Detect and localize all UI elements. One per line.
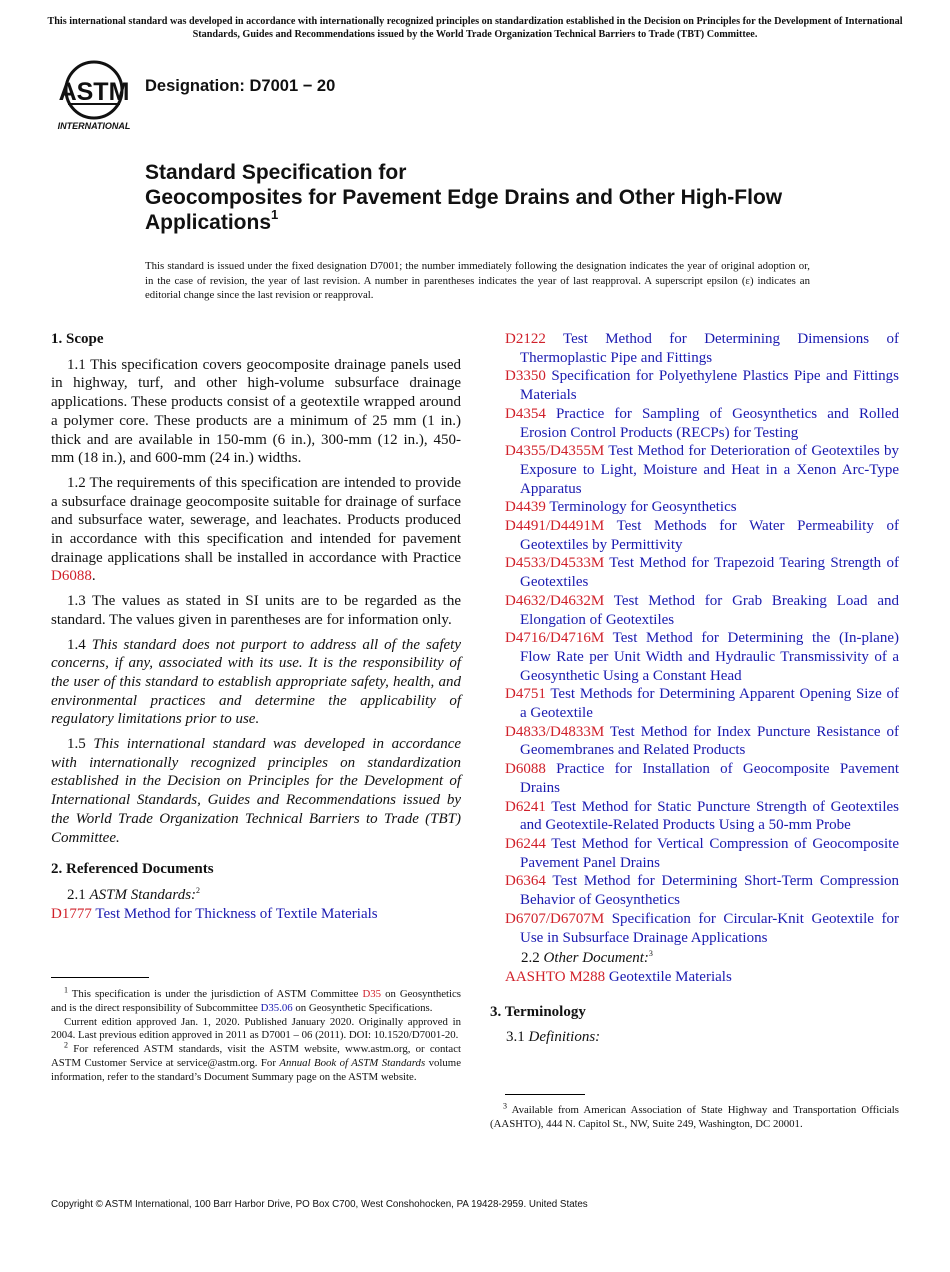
reference-code[interactable]: D4491/D4491M bbox=[505, 518, 605, 535]
reference-aashto-m288 bbox=[505, 968, 899, 987]
reference-item bbox=[505, 723, 899, 760]
reference-code[interactable]: D4354 bbox=[505, 405, 546, 422]
section-heading-referenced: 2. Referenced Documents bbox=[51, 861, 214, 878]
document-title bbox=[145, 160, 825, 235]
reference-code[interactable]: D6707/D6707M bbox=[505, 910, 605, 927]
reference-item bbox=[505, 629, 899, 685]
footnote-1 bbox=[51, 985, 462, 1016]
reference-title[interactable]: Practice for Sampling of Geosynthetics and Rolled Erosion Control Products (RECPs) for Testing bbox=[520, 405, 899, 441]
paragraph-number: 1.2 bbox=[67, 474, 86, 491]
reference-title[interactable]: Test Method for Vertical Compression of Geocomposite Pavement Panel Drains bbox=[520, 835, 899, 871]
definitions-label bbox=[506, 1028, 899, 1047]
section-heading-terminology: 3. Terminology bbox=[490, 1003, 586, 1020]
footnote-text: Available from American Association of State Highway and Transportation Officials (AASHTO), 444 N. Capitol St., NW, Suite 249, Washington, DC 20001. bbox=[490, 1104, 900, 1130]
paragraph-text: This standard does not purport to address all of the safety concerns, if any, associated with its use. It is the responsibility of the user of this standard to establish appropriate safety, health, and environmental practices and determine the applicability of regulatory limitations prior to use. bbox=[51, 636, 462, 728]
reference-list bbox=[505, 330, 899, 947]
footnote-1-edition: Current edition approved Jan. 1, 2020. Published January 2020. Originally approved in 2004. Last previous edition approved in 2011 as D7001 – 06 (2011). DOI: 10.1520/D7001-20. bbox=[51, 1015, 461, 1042]
reference-item bbox=[505, 405, 899, 442]
reference-code[interactable]: D1777 bbox=[51, 905, 92, 922]
reference-title[interactable]: Test Methods for Water Permeability of Geotextiles by Permittivity bbox=[520, 518, 899, 553]
reference-title[interactable]: Test Method for Determining the (In-plane) Flow Rate per Unit Width and Hydraulic Transmissivity of a Geosynthetic Using a Constant Head bbox=[520, 630, 899, 684]
footnote-rule-left bbox=[51, 977, 149, 978]
link-d6088[interactable]: D6088 bbox=[51, 568, 92, 585]
reference-title[interactable]: Specification for Polyethylene Plastics Pipe and Fittings Materials bbox=[520, 368, 900, 404]
astm-logo bbox=[54, 56, 134, 134]
reference-code[interactable]: D4533/D4533M bbox=[505, 555, 605, 572]
reference-code[interactable]: D4632/D4632M bbox=[505, 592, 605, 609]
reference-item bbox=[505, 367, 899, 404]
reference-title[interactable]: Test Method for Deterioration of Geotextiles by Exposure to Light, Moisture and Heat in a Xenon Arc-Type Apparatus bbox=[520, 443, 899, 497]
footnotes-left bbox=[51, 985, 462, 1085]
reference-item bbox=[505, 554, 899, 591]
footnote-text: on Geosynthetic Specifications. bbox=[295, 1001, 433, 1014]
title-footnote-mark: 1 bbox=[271, 207, 279, 222]
reference-item bbox=[505, 835, 899, 872]
other-document-label bbox=[521, 949, 899, 968]
reference-code[interactable]: D4833/D4833M bbox=[505, 723, 605, 740]
footnote-mark: 1 bbox=[64, 985, 68, 995]
paragraph-1-1 bbox=[51, 356, 461, 468]
subsection-title: ASTM Standards: bbox=[89, 886, 197, 903]
reference-item bbox=[505, 592, 899, 629]
paragraph-1-2 bbox=[51, 474, 461, 586]
reference-item bbox=[505, 798, 899, 835]
paragraph-number: 1.5 bbox=[67, 736, 86, 753]
footnote-mark: 2 bbox=[64, 1040, 68, 1050]
reference-code[interactable]: D4716/D4716M bbox=[505, 630, 605, 647]
title-line-2 bbox=[145, 185, 825, 235]
paragraph-1-4 bbox=[51, 636, 461, 730]
reference-item bbox=[505, 872, 899, 909]
reference-code[interactable]: D6364 bbox=[505, 873, 546, 890]
footnote-italic: Annual Book of ASTM Standards bbox=[279, 1056, 426, 1069]
reference-code[interactable]: D4355/D4355M bbox=[505, 443, 605, 460]
issue-note: This standard is issued under the fixed designation D7001; the number immediately following the designation indicates the year of original adoption or, in the case of revision, the year of last revision. A number in parentheses indicates the year of last reapproval. A superscript epsilon (ε) indicates an editorial change since the last revision or reapproval. bbox=[145, 260, 810, 301]
footnote-text: This specification is under the jurisdiction of ASTM Committee bbox=[71, 988, 359, 1000]
paragraph-end: . bbox=[91, 568, 96, 585]
reference-title[interactable]: Test Method for Index Puncture Resistance of Geomembranes and Related Products bbox=[520, 723, 900, 759]
reference-code[interactable]: D6244 bbox=[505, 835, 546, 852]
reference-item bbox=[505, 498, 899, 517]
section-heading-scope: 1. Scope bbox=[51, 331, 104, 347]
paragraph-number: 3.1 bbox=[506, 1029, 525, 1046]
reference-item bbox=[505, 760, 899, 797]
paragraph-number: 1.1 bbox=[67, 356, 86, 373]
reference-code[interactable]: D4439 bbox=[505, 499, 546, 516]
paragraph-text: The requirements of this specification are intended to provide a subsurface drainage geocomposite suitable for drainage of surface and subsurface water, sewerage, and leachates. Products produced in accordance with this specification and intended for pavement drainage applications shall be installed in accordance with Practice bbox=[51, 474, 462, 566]
footnote-text: on Geosynthetics and is the direct responsibility of Subcommittee bbox=[51, 988, 462, 1014]
reference-item bbox=[505, 330, 899, 367]
reference-title[interactable]: Practice for Installation of Geocomposite Pavement Drains bbox=[520, 761, 899, 796]
reference-d1777 bbox=[51, 905, 461, 924]
reference-code[interactable]: D6241 bbox=[505, 798, 546, 815]
reference-code[interactable]: AASHTO M288 bbox=[505, 968, 606, 985]
footnote-mark: 2 bbox=[196, 885, 201, 895]
link-d35-06[interactable]: D35.06 bbox=[260, 1001, 293, 1014]
paragraph-text: This specification covers geocomposite drainage panels used in highway, turf, and other high-volume subsurface drainage applications. These products consist of a geotextile wrapped around a polymer core. These products are a minimum of 25 mm (1 in.) thick and are available in 150-mm (6 in.), 300-mm (12 in.), 450-mm (18 in.), and 600-mm (24 in.) widths. bbox=[51, 356, 461, 467]
paragraph-text: This international standard was developed in accordance with internationally recognized principles on standardization established in the Decision on Principles for the Development of International Standards, Guides and Recommendations issued by the World Trade Organization Technical Barriers to Trade (TBT) Committee. bbox=[51, 736, 462, 846]
footnote-text: For referenced ASTM standards, visit the ASTM website, www.astm.org, or contact ASTM Customer Service at service@astm.org. For bbox=[51, 1043, 461, 1069]
reference-title[interactable]: Test Method for Trapezoid Tearing Strength of Geotextiles bbox=[520, 555, 899, 591]
reference-code[interactable]: D3350 bbox=[505, 368, 546, 385]
footnote-mark: 3 bbox=[648, 949, 653, 959]
reference-title[interactable]: Test Method for Static Puncture Strength of Geotextiles and Geotextile-Related Products Using a 50-mm Probe bbox=[520, 798, 899, 834]
reference-item bbox=[505, 442, 899, 498]
left-column bbox=[51, 330, 461, 923]
subsection-title: Definitions: bbox=[528, 1029, 601, 1046]
footnote-3 bbox=[490, 1101, 900, 1132]
footnote-mark: 3 bbox=[503, 1101, 507, 1111]
reference-title[interactable]: Test Method for Grab Breaking Load and Elongation of Geotextiles bbox=[520, 592, 899, 628]
footnote-text: volume information, refer to the standard’s Document Summary page on the ASTM website. bbox=[51, 1056, 461, 1083]
astm-standards-label bbox=[67, 886, 461, 905]
paragraph-1-5 bbox=[51, 735, 461, 847]
footnote-3-text bbox=[490, 1101, 900, 1132]
designation: Designation: D7001 − 20 bbox=[145, 77, 336, 95]
title-main: Geocomposites for Pavement Edge Drains and Other High-Flow Applications bbox=[145, 186, 783, 234]
paragraph-number: 1.4 bbox=[67, 636, 86, 653]
right-column bbox=[490, 330, 900, 1047]
reference-title[interactable]: Specification for Circular-Knit Geotextile for Use in Subsurface Drainage Applications bbox=[520, 910, 899, 946]
subsection-title: Other Document: bbox=[543, 950, 649, 967]
logo-text: ASTM bbox=[58, 78, 130, 106]
paragraph-number: 2.1 bbox=[67, 886, 86, 903]
reference-title[interactable]: Test Method for Thickness of Textile Materials bbox=[95, 905, 378, 922]
paragraph-number: 1.3 bbox=[67, 593, 86, 610]
reference-item bbox=[505, 910, 899, 947]
paragraph-text: The values as stated in SI units are to be regarded as the standard. The values given in parentheses are for information only. bbox=[51, 593, 461, 628]
tbt-banner: This international standard was developed in accordance with internationally recognized principles on standardization established in the Decision on Principles for the Development of International Standards, Guides and Recommendations issued by the World Trade Organization Technical Barriers to Trade (TBT) Committee. bbox=[47, 16, 903, 40]
reference-title[interactable]: Test Methods for Determining Apparent Opening Size of a Geotextile bbox=[520, 686, 899, 722]
reference-title[interactable]: Geotextile Materials bbox=[608, 968, 732, 985]
title-line-1: Standard Specification for bbox=[145, 161, 407, 184]
reference-code[interactable]: D2122 bbox=[505, 331, 546, 347]
paragraph-number: 2.2 bbox=[521, 950, 540, 967]
copyright: Copyright © ASTM International, 100 Barr Harbor Drive, PO Box C700, West Conshohocken, PA 19428-2959. United States bbox=[51, 1199, 588, 1210]
footnote-2 bbox=[51, 1040, 461, 1084]
reference-code[interactable]: D6088 bbox=[505, 761, 546, 778]
reference-item bbox=[505, 517, 899, 554]
reference-title[interactable]: Test Method for Determining Dimensions of Thermoplastic Pipe and Fittings bbox=[520, 331, 900, 366]
reference-title[interactable]: Terminology for Geosynthetics bbox=[549, 499, 737, 516]
footnote-rule-right bbox=[505, 1094, 585, 1095]
logo-subtext: INTERNATIONAL bbox=[57, 121, 131, 131]
paragraph-1-3 bbox=[51, 592, 461, 629]
reference-title[interactable]: Test Method for Determining Short-Term Compression Behavior of Geosynthetics bbox=[520, 873, 899, 909]
reference-code[interactable]: D4751 bbox=[505, 686, 546, 703]
reference-item bbox=[505, 685, 899, 722]
link-d35[interactable]: D35 bbox=[362, 988, 382, 1000]
